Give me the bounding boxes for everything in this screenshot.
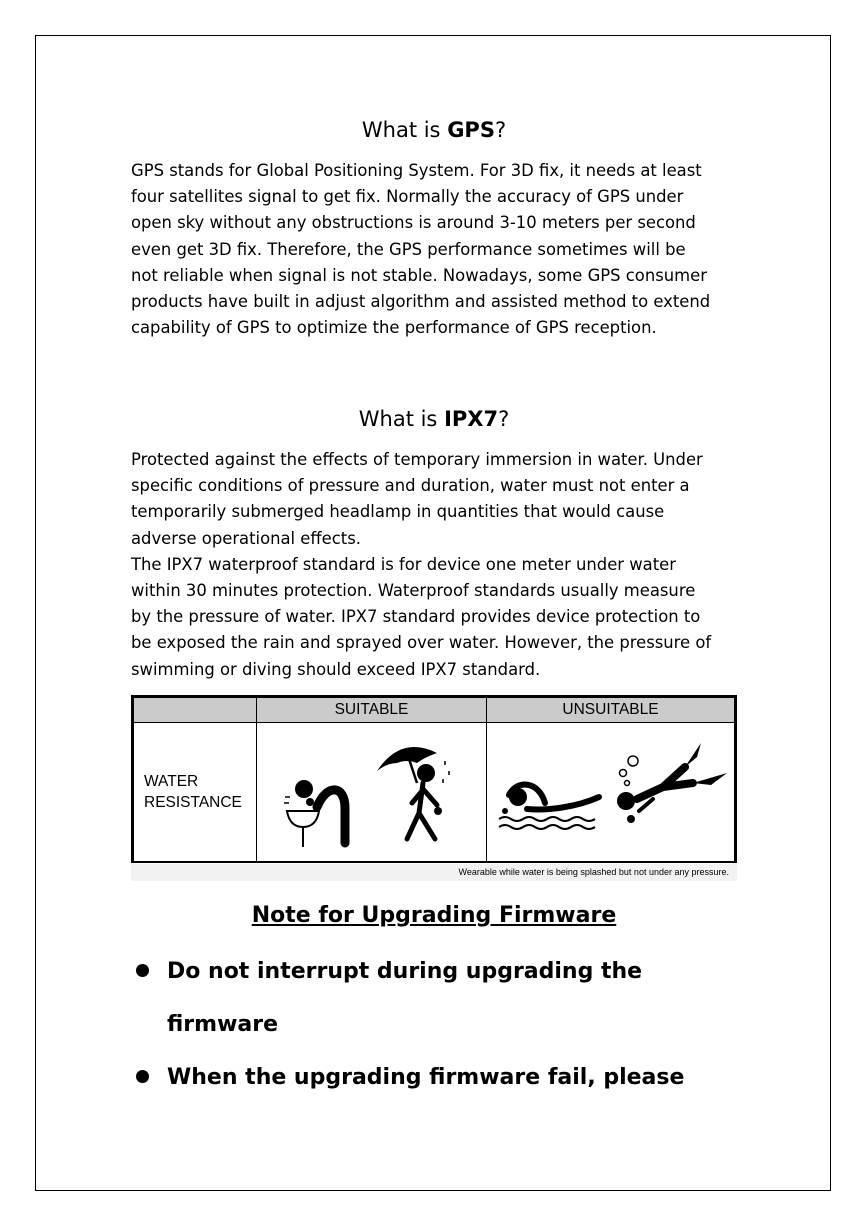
table-caption: Wearable while water is being splashed but not under any pressure.	[131, 864, 737, 881]
bullet-dot-icon	[136, 1070, 149, 1083]
firmware-note-title: Note for Upgrading Firmware	[251, 903, 617, 928]
unsuitable-header: UNSUITABLE	[487, 698, 735, 723]
unsuitable-pictograms-icon	[487, 723, 734, 861]
umbrella-rain-icon	[377, 747, 449, 839]
firmware-bullet-2: When the upgrading firmware fail, please	[136, 1051, 756, 1104]
gps-heading: What is GPS?	[361, 118, 507, 142]
suitable-header: SUITABLE	[257, 698, 487, 723]
hand-washing-icon	[284, 780, 345, 847]
diving-icon	[617, 743, 727, 823]
suitable-cell	[257, 723, 487, 862]
swimming-icon	[499, 785, 599, 829]
ipx7-paragraph: Protected against the effects of temporary immersion in water. Under specific conditions of pressure and duration, water must not enter a temporarily submerged headlamp in quantities that would cause adverse operational effects. The IPX7 waterproof standard is for device one meter under water within 30 minutes protection. Waterproof standards usually measure by the pressure of water. IPX7 standard provides device protection to be exposed the rain and sprayed over water. However, the pressure of swimming or diving should exceed IPX7 standard.	[131, 450, 712, 679]
table-corner-cell	[134, 698, 257, 723]
gps-paragraph: GPS stands for Global Positioning System. For 3D fix, it needs at least four satellites signal to get fix. Normally the accuracy of GPS under open sky without any obstructions is around 3-10 meters per second even get 3D fix. Therefore, the GPS performance sometimes will be not reliable when signal is not stable. Nowadays, some GPS consumer products have built in adjust algorithm and assisted method to extend capability of GPS to optimize the performance of GPS reception.	[131, 161, 711, 338]
bullet-dot-icon	[136, 964, 149, 977]
firmware-bullet-1: Do not interrupt during upgrading the firmware	[136, 945, 756, 1051]
suitable-pictograms-icon	[257, 723, 486, 861]
water-resistance-label: WATER RESISTANCE	[134, 723, 257, 862]
water-resistance-table	[131, 695, 737, 863]
ipx7-heading: What is IPX7?	[358, 407, 510, 431]
unsuitable-cell	[487, 723, 735, 862]
